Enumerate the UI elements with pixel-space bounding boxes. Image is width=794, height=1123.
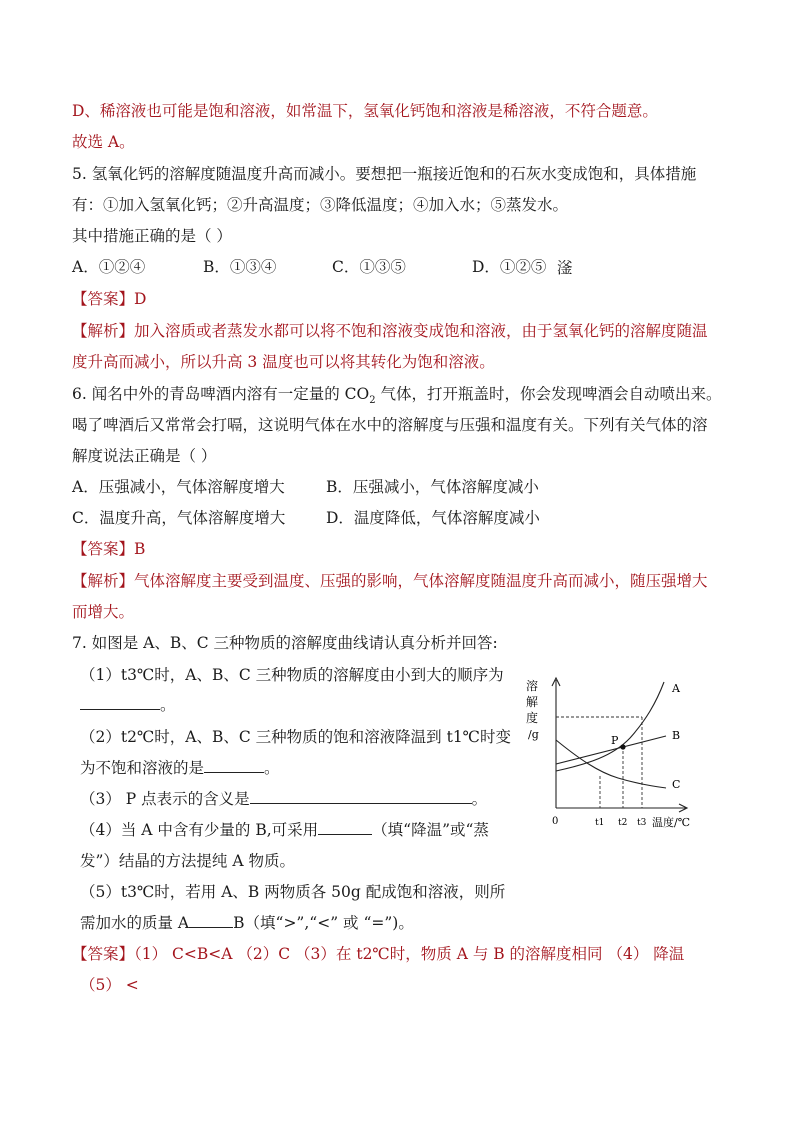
solubility-curve-graph [518, 668, 698, 838]
curve-a [556, 682, 664, 771]
q7-part3-period: 。 [471, 790, 488, 808]
y-label-1: 溶 [526, 679, 539, 693]
q7-stem: 7. 如图是 A、B、C 三种物质的溶解度曲线请认真分析并回答: [72, 634, 498, 652]
q7-part3-blank[interactable] [250, 789, 472, 804]
tick-t1: t1 [595, 818, 605, 828]
q7-answer-text1: （1） C<B<A （2）C （3）在 t2℃时，物质 A 与 B 的溶解度相同 （4） 降温 [134, 945, 685, 963]
q7-part1-line2 [80, 694, 176, 716]
q6-stem-subscript: 2 [369, 395, 376, 407]
q4-choice: 故选 A。 [72, 133, 135, 151]
point-p-label: P [611, 734, 619, 747]
q7-part4-blank[interactable] [318, 820, 372, 835]
q5-analysis-line1 [72, 320, 708, 342]
q7-part2-blank[interactable] [204, 758, 264, 773]
q7-part5-blank[interactable] [189, 913, 233, 928]
q6-analysis-text1: 气体溶解度主要受到温度、压强的影响，气体溶解度随温度升高而减小，随压强增大 [134, 572, 708, 590]
y-label-4: /g [528, 728, 539, 741]
curve-c [556, 740, 666, 788]
origin-label: 0 [552, 816, 559, 827]
q5-analysis-line2: 度升高而减小，所以升高 3 温度也可以将其转化为饱和溶液。 [72, 353, 495, 371]
q7-part4-text-b: （填“降温”或“蒸 [372, 821, 489, 839]
q5-option-c: C．①③⑤ [332, 258, 406, 276]
tick-t2: t2 [618, 818, 628, 828]
q7-part5-text-b: B（填“>”,“<” 或 “=”)。 [233, 914, 414, 932]
q4-option-d-explanation: D、稀溶液也可能是饱和溶液，如常温下，氢氧化钙饱和溶液是稀溶液，不符合题意。 [72, 102, 658, 120]
q7-part3-text: （3） P 点表示的含义是 [80, 790, 250, 808]
q5-stem-line3: 其中措施正确的是（ ） [72, 227, 232, 245]
q7-part5-line2 [80, 912, 414, 934]
x-axis-label: 温度/℃ [652, 816, 691, 829]
q6-option-d: D．温度降低，气体溶解度减小 [326, 509, 540, 527]
q7-answer-line2: （5） < [80, 976, 139, 994]
q6-stem-line2: 喝了啤酒后又常常会打嗝，这说明气体在水中的溶解度与压强和温度有关。下列有关气体的溶 [72, 416, 708, 434]
answer-tag: 【答案】 [72, 540, 135, 558]
q7-part1-line1: （1）t3℃时，A、B、C 三种物质的溶解度由小到大的顺序为 [80, 666, 504, 684]
q7-part3 [80, 788, 487, 810]
q5-option-b: B．①③④ [203, 258, 277, 276]
q6-stem-line1 [72, 383, 722, 412]
q6-analysis-line2: 而增大。 [72, 603, 135, 621]
q6-analysis-line1 [72, 570, 708, 592]
q5-option-d-extra: 滏 [557, 259, 573, 277]
analysis-tag: 【解析】 [72, 322, 135, 340]
q6-option-b: B．压强减小，气体溶解度减小 [326, 478, 539, 496]
q7-part1-blank[interactable] [80, 695, 160, 710]
q7-part2-line1: （2）t2℃时，A、B、C 三种物质的饱和溶液降温到 t1℃时变 [80, 728, 512, 746]
q5-analysis-text1: 加入溶质或者蒸发水都可以将不饱和溶液变成饱和溶液，由于氢氧化钙的溶解度随温 [134, 322, 708, 340]
curve-b-label: B [672, 729, 681, 742]
q6-answer-value: B [134, 540, 146, 558]
answer-tag: 【答案】 [72, 290, 135, 308]
q7-part4-text-a: （4）当 A 中含有少量的 B,可采用 [80, 821, 319, 839]
q5-answer-value: D [134, 290, 147, 308]
q6-stem-text-b: 气体，打开瓶盖时，你会发现啤酒会自动喷出来。 [375, 385, 722, 403]
y-label-2: 解 [526, 695, 539, 709]
answer-tag: 【答案】 [72, 945, 135, 963]
q6-option-a: A．压强减小，气体溶解度增大 [72, 478, 285, 496]
q7-part2-text: 为不饱和溶液的是 [80, 759, 205, 777]
q6-answer [72, 538, 145, 560]
curve-a-label: A [672, 682, 680, 695]
q7-part2-line2 [80, 757, 280, 779]
curve-c-label: C [672, 778, 681, 791]
q6-stem-line3: 解度说法正确是（ ） [72, 447, 217, 465]
q7-part2-period: 。 [264, 759, 280, 777]
q7-answer-line1 [72, 943, 684, 965]
q7-part5-text-a: 需加水的质量 A [80, 914, 190, 932]
q7-part4-line1 [80, 819, 489, 841]
analysis-tag: 【解析】 [72, 572, 135, 590]
q5-option-d: D．①②⑤ [472, 258, 547, 276]
q6-option-c: C．温度升高，气体溶解度增大 [72, 509, 286, 527]
q7-part1-period: 。 [160, 696, 176, 714]
tick-t3: t3 [637, 818, 647, 828]
q6-stem-text-a: 6. 闻名中外的青岛啤酒内溶有一定量的 CO [72, 385, 370, 403]
q5-answer [72, 288, 146, 310]
q5-stem-line1: 5. 氢氧化钙的溶解度随温度升高而减小。要想把一瓶接近饱和的石灰水变成饱和，具体措施 [72, 165, 697, 183]
q5-option-a: A．①②④ [72, 258, 146, 276]
q7-part4-line2: 发”）结晶的方法提纯 A 物质。 [80, 852, 295, 870]
point-p-marker [620, 744, 625, 749]
q7-part5-line1: （5）t3℃时，若用 A、B 两物质各 50g 配成饱和溶液，则所 [80, 883, 506, 901]
q5-stem-line2: 有：①加入氢氧化钙；②升高温度；③降低温度；④加入水；⑤蒸发水。 [72, 196, 569, 214]
y-label-3: 度 [526, 711, 539, 725]
